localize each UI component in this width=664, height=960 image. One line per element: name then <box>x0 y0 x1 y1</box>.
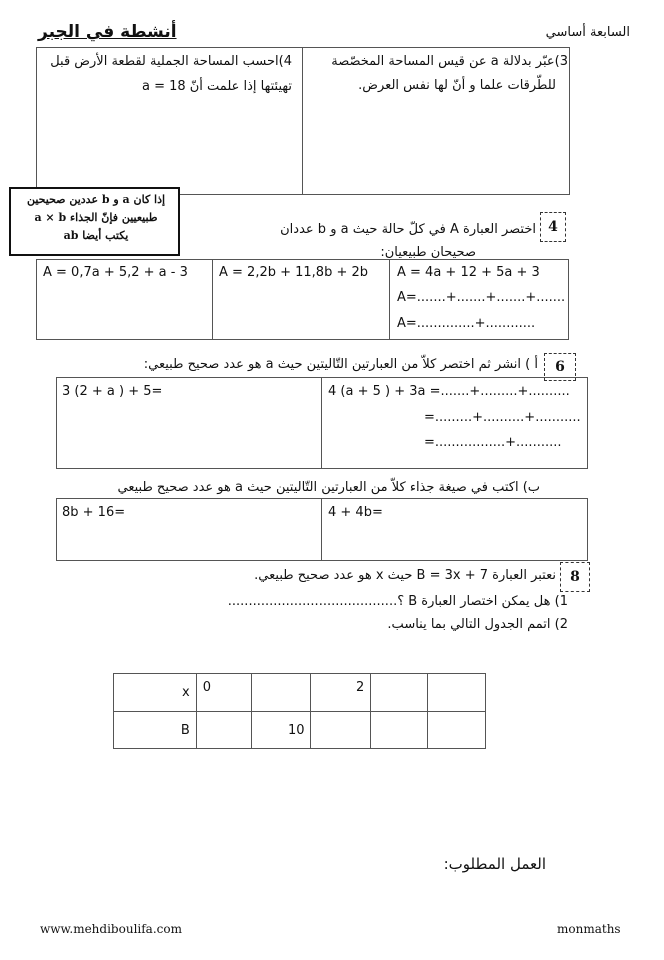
ex4-work-line1: A=.......+.......+.......+....... <box>397 290 566 305</box>
table-cell[interactable] <box>428 712 486 749</box>
table-row <box>114 712 486 749</box>
ex4-area-value: a = 18 <box>142 79 186 94</box>
ex6-expr2-line3: =.................+........... <box>424 435 562 450</box>
table-cell[interactable] <box>428 674 486 712</box>
work-label: العمل المطلوب: <box>443 855 546 873</box>
page-title: أنشطة في الجبر <box>38 22 177 42</box>
divider <box>302 47 303 195</box>
ex4-area-line1: 4)احسب المساحة الجملية لقطعة الأرض قبل <box>50 54 292 69</box>
exercise-8-number: 8 <box>560 562 590 592</box>
table-cell[interactable] <box>371 674 428 712</box>
exercise-3-4-box <box>36 47 570 195</box>
table-row <box>114 674 486 712</box>
ex4-cell-3: A = 4a + 12 + 5a + 3 <box>397 265 540 280</box>
exercise-6-number: 6 <box>544 353 576 381</box>
table-cell[interactable]: 10 <box>251 712 311 749</box>
table-cell: x <box>114 674 197 712</box>
divider <box>389 259 390 340</box>
divider <box>321 498 322 561</box>
ex6-expr2: 4 (a + 5 ) + 3a =.......+.........+.......... <box>328 384 570 399</box>
table-cell[interactable] <box>196 712 251 749</box>
ex8-q2: 2) اتمم الجدول التالي بما يناسب. <box>387 617 568 632</box>
ex4-work-line2: A=..............+............ <box>397 316 536 331</box>
note-line2: طبيعيين فإنّ الجذاء a × b <box>34 211 158 224</box>
ex6-b-grid <box>56 498 588 561</box>
ex4-instruction-line1: اختصر العبارة A في كلّ حالة حيث a و b عددان <box>280 222 536 237</box>
table-cell[interactable] <box>311 712 371 749</box>
ex6-expr1: 3 (2 + a ) + 5= <box>62 384 163 399</box>
divider <box>212 259 213 340</box>
table-cell[interactable] <box>251 674 311 712</box>
ex6-expr3: 8b + 16= <box>62 505 126 520</box>
ex4-cell-1: A = 0,7a + 5,2 + a - 3 <box>43 265 188 280</box>
divider <box>321 377 322 469</box>
ex6-expr2-line2: =.........+..........+........... <box>424 410 581 425</box>
values-table <box>113 673 486 749</box>
exercise-4-number: 4 <box>540 212 566 242</box>
ex4-cell-2: A = 2,2b + 11,8b + 2b <box>219 265 369 280</box>
footer-site: www.mehdiboulifa.com <box>40 922 182 936</box>
table-cell[interactable] <box>371 712 428 749</box>
note-line3: يكتب أيضا ab <box>63 229 129 242</box>
note-line1: إذا كان a و b عددين صحيحين <box>26 193 166 206</box>
grade-level: السابعة أساسي <box>545 25 630 40</box>
footer-brand: monmaths <box>557 922 621 936</box>
ex8-q1: 1) هل يمكن اختصار العبارة B ؟......................................... <box>227 594 568 609</box>
ex6-part-a: أ ) انشر ثم اختصر كلاّ من العبارتين التّاليتين حيث a هو عدد صحيح طبيعي: <box>143 357 538 372</box>
ex8-intro: نعتبر العبارة B = 3x + 7 حيث x هو عدد صحيح طبيعي. <box>254 568 556 583</box>
ex3-line2: للطّرقات علما و أنّ لها نفس العرض. <box>358 78 556 93</box>
table-cell: B <box>114 712 197 749</box>
ex6-part-b: ب) اكتب في صيغة جذاء كلاّ من العبارتين التّاليتين حيث a هو عدد صحيح طبيعي <box>117 480 540 495</box>
table-cell[interactable]: 2 <box>311 674 371 712</box>
table-cell[interactable]: 0 <box>196 674 251 712</box>
ex6-expr4: 4 + 4b= <box>328 505 383 520</box>
ex4-instruction-line2: صحيحان طبيعيان: <box>380 245 476 260</box>
ex3-line1: 3)عبّر بدلالة a عن قيس المساحة المخصّصة <box>331 54 568 69</box>
ex4-area-line2: تهيئتها إذا علمت أنّ <box>189 79 292 94</box>
